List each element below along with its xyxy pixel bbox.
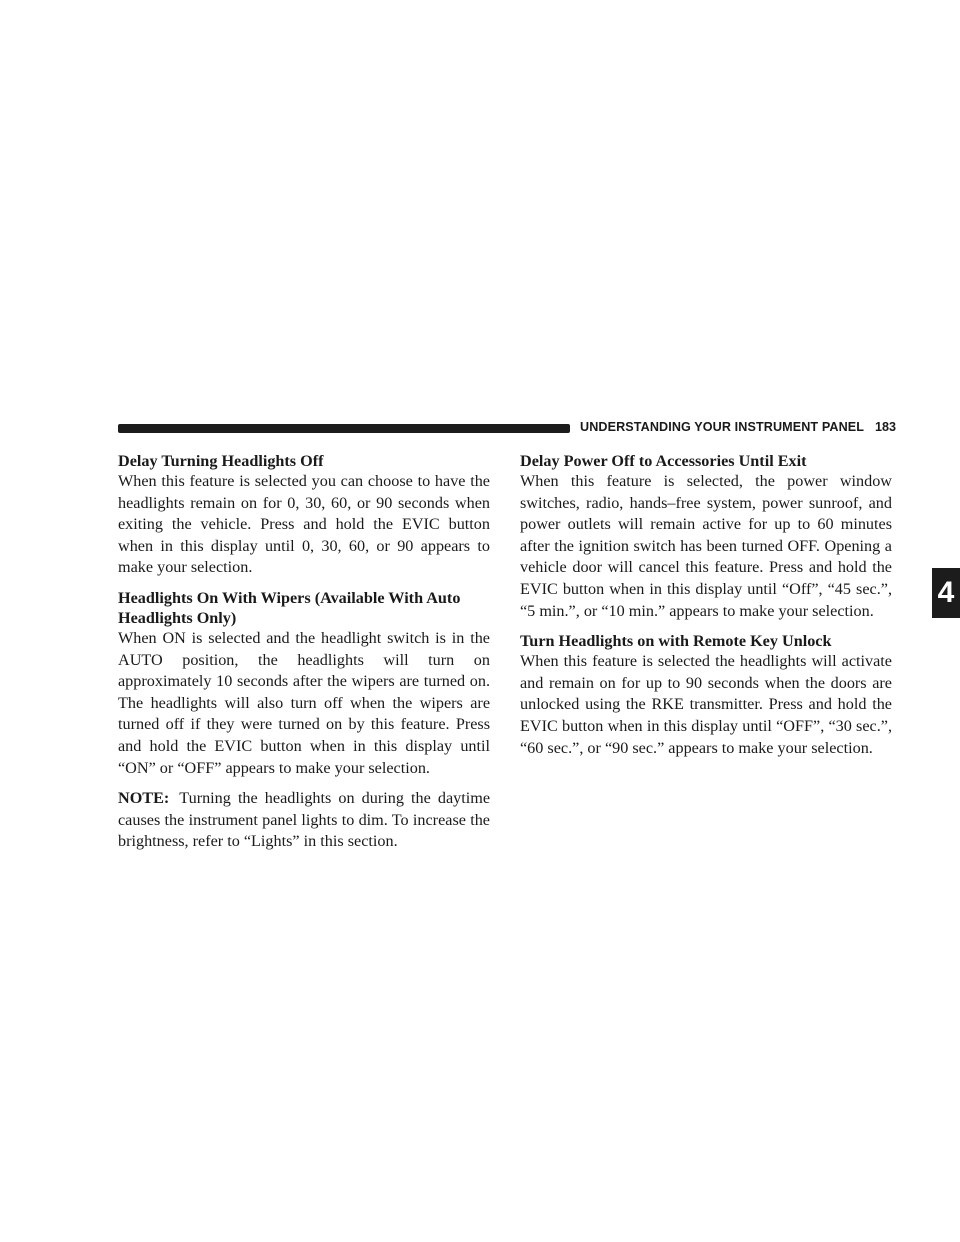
section-heading: Turn Headlights on with Remote Key Unlock [520,632,832,651]
section-headlights-on-with-wipers [118,588,490,779]
section-heading: Delay Power Off to Accessories Until Exit [520,452,807,470]
running-header-title: UNDERSTANDING YOUR INSTRUMENT PANEL [580,420,865,434]
right-column [520,451,892,768]
header-rule [118,424,570,433]
chapter-tab: 4 [932,568,960,618]
page-number: 183 [875,420,897,434]
section-body: When this feature is selected, the power window switches, radio, hands–free system, power sunroof, and power outlets will remain active for up to 60 minutes after the ignition switch has been turned OFF. Opening a vehicle door will cancel this feature. Press and hold the EVIC button when in this display until “Off”, “45 sec.”, “5 min.”, or “10 min.” appears to make your selection. [520,472,892,620]
section-delay-power-off-accessories [520,451,892,622]
note-label: NOTE: [118,789,170,808]
section-body: When this feature is selected the headlights will activate and remain on for up to 90 seconds when the doors are unlocked using the RKE transmitter. Press and hold the EVIC button when in this display until “OFF”, “30 sec.”, “60 sec.”, or “90 sec.” appears to make your selection. [520,652,892,757]
section-turn-headlights-on-remote-unlock [520,631,892,759]
note-text: Turning the headlights on during the daytime causes the instrument panel lights to dim. To increase the brightness, refer to “Lights” in this section. [118,789,490,851]
section-body: When this feature is selected you can choose to have the headlights remain on for 0, 30, 60, or 90 seconds when exiting the vehicle. Press and hold the EVIC button when in this display until 0, 30, 60, or 90 appears to make your selection. [118,472,490,577]
section-body: When ON is selected and the headlight switch is in the AUTO position, the headlights will turn on approximately 10 seconds after the wipers are turned on. The headlights will also turn off when the wipers are turned off if they were turned on by this feature. Press and hold the EVIC button when in this display until “ON” or “OFF” appears to make your selection. [118,628,490,777]
section-delay-turning-headlights-off [118,451,490,579]
section-heading: Delay Turning Headlights Off [118,452,324,470]
note-paragraph [118,788,490,853]
section-heading: Headlights On With Wipers (Available With Auto Headlights Only) [118,588,461,627]
left-column [118,451,490,853]
